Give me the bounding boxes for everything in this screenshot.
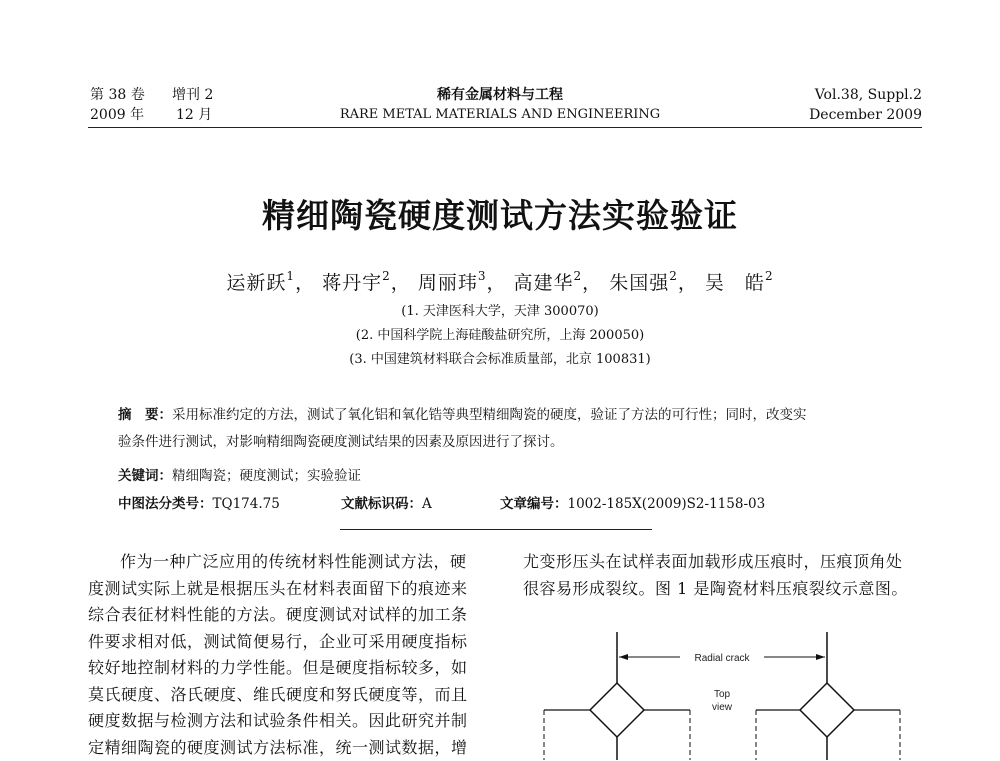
affiliation: (2. 中国科学院上海硅酸盐研究所，上海 200050) (0, 327, 1000, 345)
header-rule (88, 127, 922, 128)
affiliation: (1. 天津医科大学，天津 300070) (0, 303, 1000, 321)
body-line: 较好地控制材料的力学性能。但是硬度指标较多，如 (88, 655, 498, 682)
header-date-en: December 2009 (809, 106, 922, 124)
body-line: 作为一种广泛应用的传统材料性能测试方法，硬 (88, 549, 498, 576)
arrow-right-icon (816, 654, 825, 660)
article-number-label: 文章编号： (500, 496, 568, 512)
indentation-crack-figure (520, 620, 940, 760)
clc-value: TQ174.75 (213, 496, 280, 512)
abstract-line: 采用标准约定的方法，测试了氧化铝和氧化锆等典型精细陶瓷的硬度，验证了方法的可行性；同时，改变实 (172, 407, 807, 423)
body-line: 定精细陶瓷的硬度测试方法标准，统一测试数据，增 (88, 735, 498, 761)
author: 周丽玮$^3$ (418, 272, 487, 294)
paper-title: 精细陶瓷硬度测试方法实验验证 (0, 190, 1000, 237)
indent-diamond-left (590, 683, 644, 737)
radial-crack-label: Radial crack (694, 653, 750, 664)
header-year: 2009 年 (90, 106, 144, 124)
article-number-value: 1002-185X(2009)S2-1158-03 (568, 496, 766, 512)
body-line: 综合表征材料性能的方法。硬度测试对试样的加工条 (88, 602, 498, 629)
keywords-text: 精细陶瓷；硬度测试；实验验证 (172, 468, 361, 484)
arrow-left-icon (619, 654, 628, 660)
doc-code-value: A (422, 496, 432, 512)
header-vol-en: Vol.38, Suppl.2 (815, 86, 922, 104)
indent-diamond-right (800, 683, 854, 737)
clc-label: 中图法分类号： (118, 496, 213, 512)
body-line: 度测试实际上就是根据压头在材料表面留下的痕迹来 (88, 576, 498, 603)
keywords-label: 关键词： (118, 468, 172, 484)
abstract-label: 摘 要： (118, 407, 172, 423)
keywords (118, 463, 361, 490)
abstract (118, 402, 918, 456)
author: 高建华$^2$ (514, 272, 583, 294)
header-volume: 第 38 卷 (90, 86, 145, 104)
body-line: 莫氏硬度、洛氏硬度、维氏硬度和努氏硬度等，而且 (88, 682, 498, 709)
doc-code (341, 491, 432, 518)
header-journal-en: RARE METAL MATERIALS AND ENGINEERING (300, 106, 700, 124)
body-line: 硬度数据与检测方法和试验条件相关。因此研究并制 (88, 708, 498, 735)
body-line: 件要求相对低，测试简便易行，企业可采用硬度指标 (88, 629, 498, 656)
doc-code-label: 文献标识码： (341, 496, 422, 512)
left-column (88, 549, 498, 761)
clc (118, 491, 280, 518)
abstract-line: 验条件进行测试，对影响精细陶瓷硬度测试结果的因素及原因进行了探讨。 (118, 429, 918, 456)
author: 运新跃$^1$ (226, 272, 295, 294)
top-view-label: view (712, 702, 733, 713)
header-month: 12 月 (176, 106, 212, 124)
author: 蒋丹宇$^2$ (322, 272, 391, 294)
body-line: 很容易形成裂纹。图 1 是陶瓷材料压痕裂纹示意图。 (523, 576, 933, 603)
author: 朱国强$^2$ (609, 272, 678, 294)
article-number (500, 491, 765, 518)
top-view-label: Top (714, 689, 731, 700)
right-column (523, 549, 933, 602)
author-list: 运新跃$^1$， 蒋丹宇$^2$， 周丽玮$^3$， 高建华$^2$， 朱国强$^2$， 吴 皓$^2$ (0, 268, 1000, 295)
header-journal-cn: 稀有金属材料与工程 (300, 86, 700, 104)
header-issue: 增刊 2 (172, 86, 213, 104)
author: 吴 皓$^2$ (705, 272, 774, 294)
affiliation: (3. 中国建筑材料联合会标准质量部，北京 100831) (0, 351, 1000, 369)
body-line: 尤变形压头在试样表面加载形成压痕时，压痕顶角处 (523, 549, 933, 576)
section-rule (340, 529, 652, 530)
